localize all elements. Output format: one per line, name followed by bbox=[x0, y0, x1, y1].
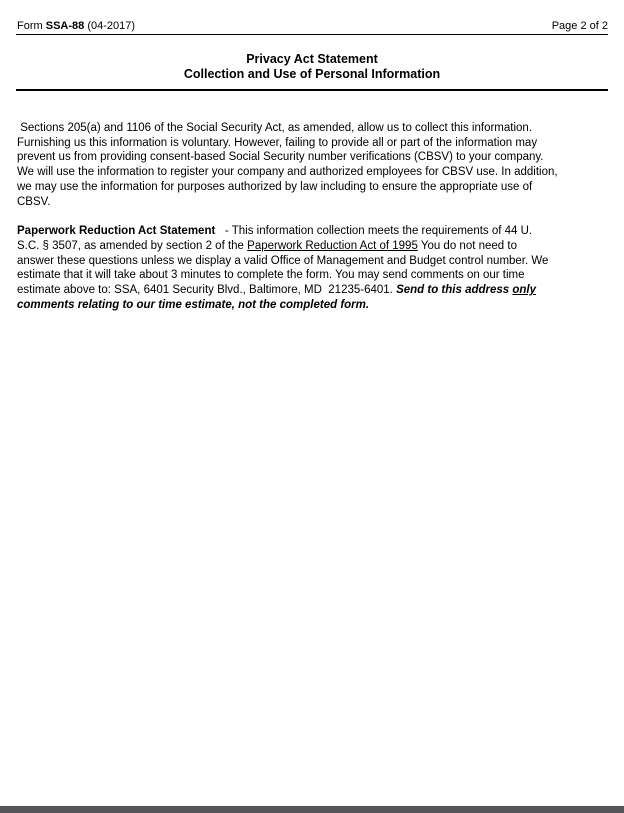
document-title bbox=[0, 52, 624, 82]
privacy-act-paragraph: Sections 205(a) and 1106 of the Social Security Act, as amended, allow us to collect this information. Furnishing us this information is voluntary. However, failing to provide all or part of the information may prevent us from providing consent-based Social Security number verifications (CBSV) to your company. We will use the information to register your company and authorized employees for CBSV use. In addition, we may use the information for purposes authorized by law including to ensure the appropriate use of CBSV. bbox=[17, 122, 558, 208]
title-line-privacy-act: Privacy Act Statement bbox=[246, 52, 378, 66]
title-divider bbox=[16, 89, 608, 91]
page-header bbox=[17, 20, 608, 33]
form-number: SSA-88 bbox=[45, 20, 85, 32]
title-line-collection-use: Collection and Use of Personal Information bbox=[183, 67, 441, 81]
form-prefix: Form bbox=[17, 20, 46, 32]
form-number-label bbox=[17, 20, 135, 33]
form-revision: (04-2017) bbox=[84, 20, 136, 32]
bottom-bar bbox=[0, 806, 624, 813]
paperwork-reduction-paragraph: Paperwork Reduction Act Statement - This information collection meets the requirements of 44 U. S.C. § 3507, as amended by section 2 of the Paperwork Reduction Act of 1995 You do not need to answer these questions unless we display a valid Office of Management and Budget control number. We estimate that it will take about 3 minutes to complete the form. You may send comments on our time estimate above to: SSA, 6401 Security Blvd., Baltimore, MD 21235-6401. Send to this address only comments relating to our time estimate, not the completed form. bbox=[17, 225, 549, 311]
page-number-label: Page 2 of 2 bbox=[551, 20, 608, 32]
header-divider bbox=[16, 34, 608, 35]
document-body bbox=[17, 121, 610, 312]
